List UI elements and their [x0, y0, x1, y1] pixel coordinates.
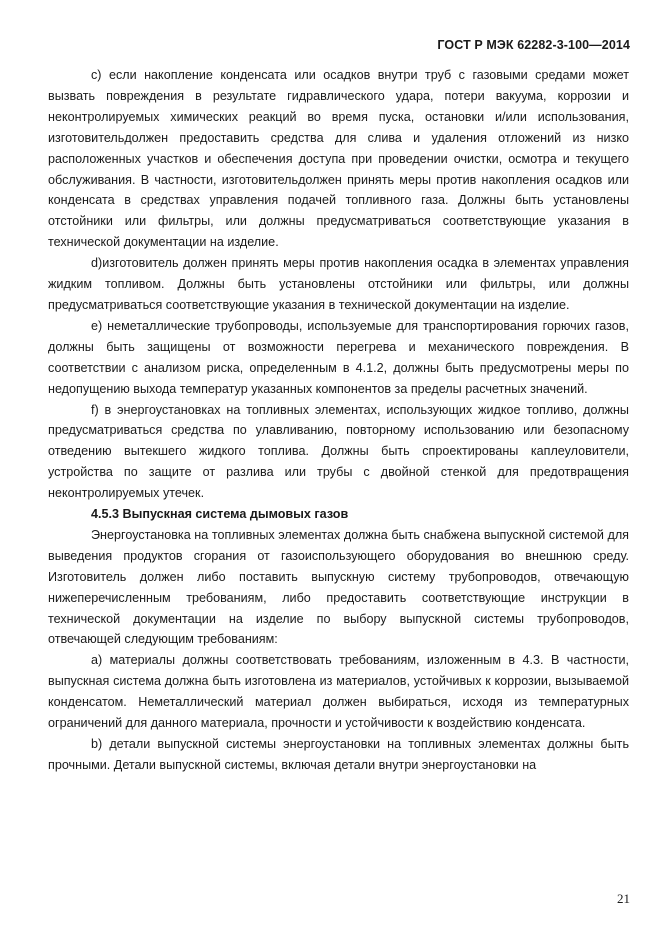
document-body: [48, 65, 629, 776]
paragraph-a: a) материалы должны соответствовать требованиям, изложенным в 4.3. В частности, выпускная система должна быть изготовлена из материалов, устойчивых к коррозии, вызываемой конденсатом. Неметаллический материал должен выбираться, исходя из температурных ограничений для данного материала, прочности и устойчивости к воздействию конденсата.: [48, 653, 629, 731]
paragraph-d: d)изготовитель должен принять меры против накопления осадка в элементах управления жидким топливом. Должны быть установлены отстойники или фильтры, или должны предусматриваться соответствующие указания в технической документации на изделие.: [48, 256, 629, 312]
paragraph-b: b) детали выпускной системы энергоустановки на топливных элементах должны быть прочными. Детали выпускной системы, включая детали внутри энергоустановки на: [48, 737, 629, 772]
paragraph-f: f) в энергоустановках на топливных элементах, использующих жидкое топливо, должны предусматриваться средства по улавливанию, повторному использованию или безопасному отведению вытекшего жидкого топлива. Должны быть спроектированы каплеуловители, устройства по защите от разлива или трубы с двойной стенкой для предотвращения неконтролируемых утечек.: [48, 402, 629, 501]
paragraph-c: c) если накопление конденсата или осадков внутри труб с газовыми средами может вызвать повреждения в результате гидравлического удара, потери вакуума, коррозии и неконтролируемых химических реакций во время пуска, остановки и/или использования, изготовительдолжен предоставить средства для слива и удаления отложений из низко расположенных участков и обеспечения доступа при проведении очистки, осмотра и текущего обслуживания. В частности, изготовительдолжен принять меры против накопления осадков или конденсата в средствах управления подачей топливного газа. Должны быть установлены отстойники или фильтры, или должны предусматриваться соответствующие указания в технической документации на изделие.: [48, 68, 629, 250]
section-heading: 4.5.3 Выпускная система дымовых газов: [91, 507, 349, 522]
page-number: 21: [617, 891, 630, 906]
section-intro-paragraph: Энергоустановка на топливных элементах должна быть снабжена выпускной системой для выведения продуктов сгорания от газоиспользующего оборудования во внешнюю среду. Изготовитель должен либо поставить выпускную систему трубопроводов, отвечающую нижеперечисленным требованиям, либо предоставить соответствующие инструкции в технической документации на изделие по выбору выпускной системы трубопроводов, отвечающей следующим требованиям:: [48, 527, 629, 647]
document-header: ГОСТ Р МЭК 62282-3-100—2014: [437, 38, 630, 52]
paragraph-e: e) неметаллические трубопроводы, используемые для транспортирования горючих газов, должны быть защищены от возможности перегрева и механического повреждения. В соответствии с анализом риска, определенным в 4.1.2, должны быть предусмотрены меры по недопущению выхода температур указанных компонентов за пределы расчетных значений.: [48, 318, 629, 396]
